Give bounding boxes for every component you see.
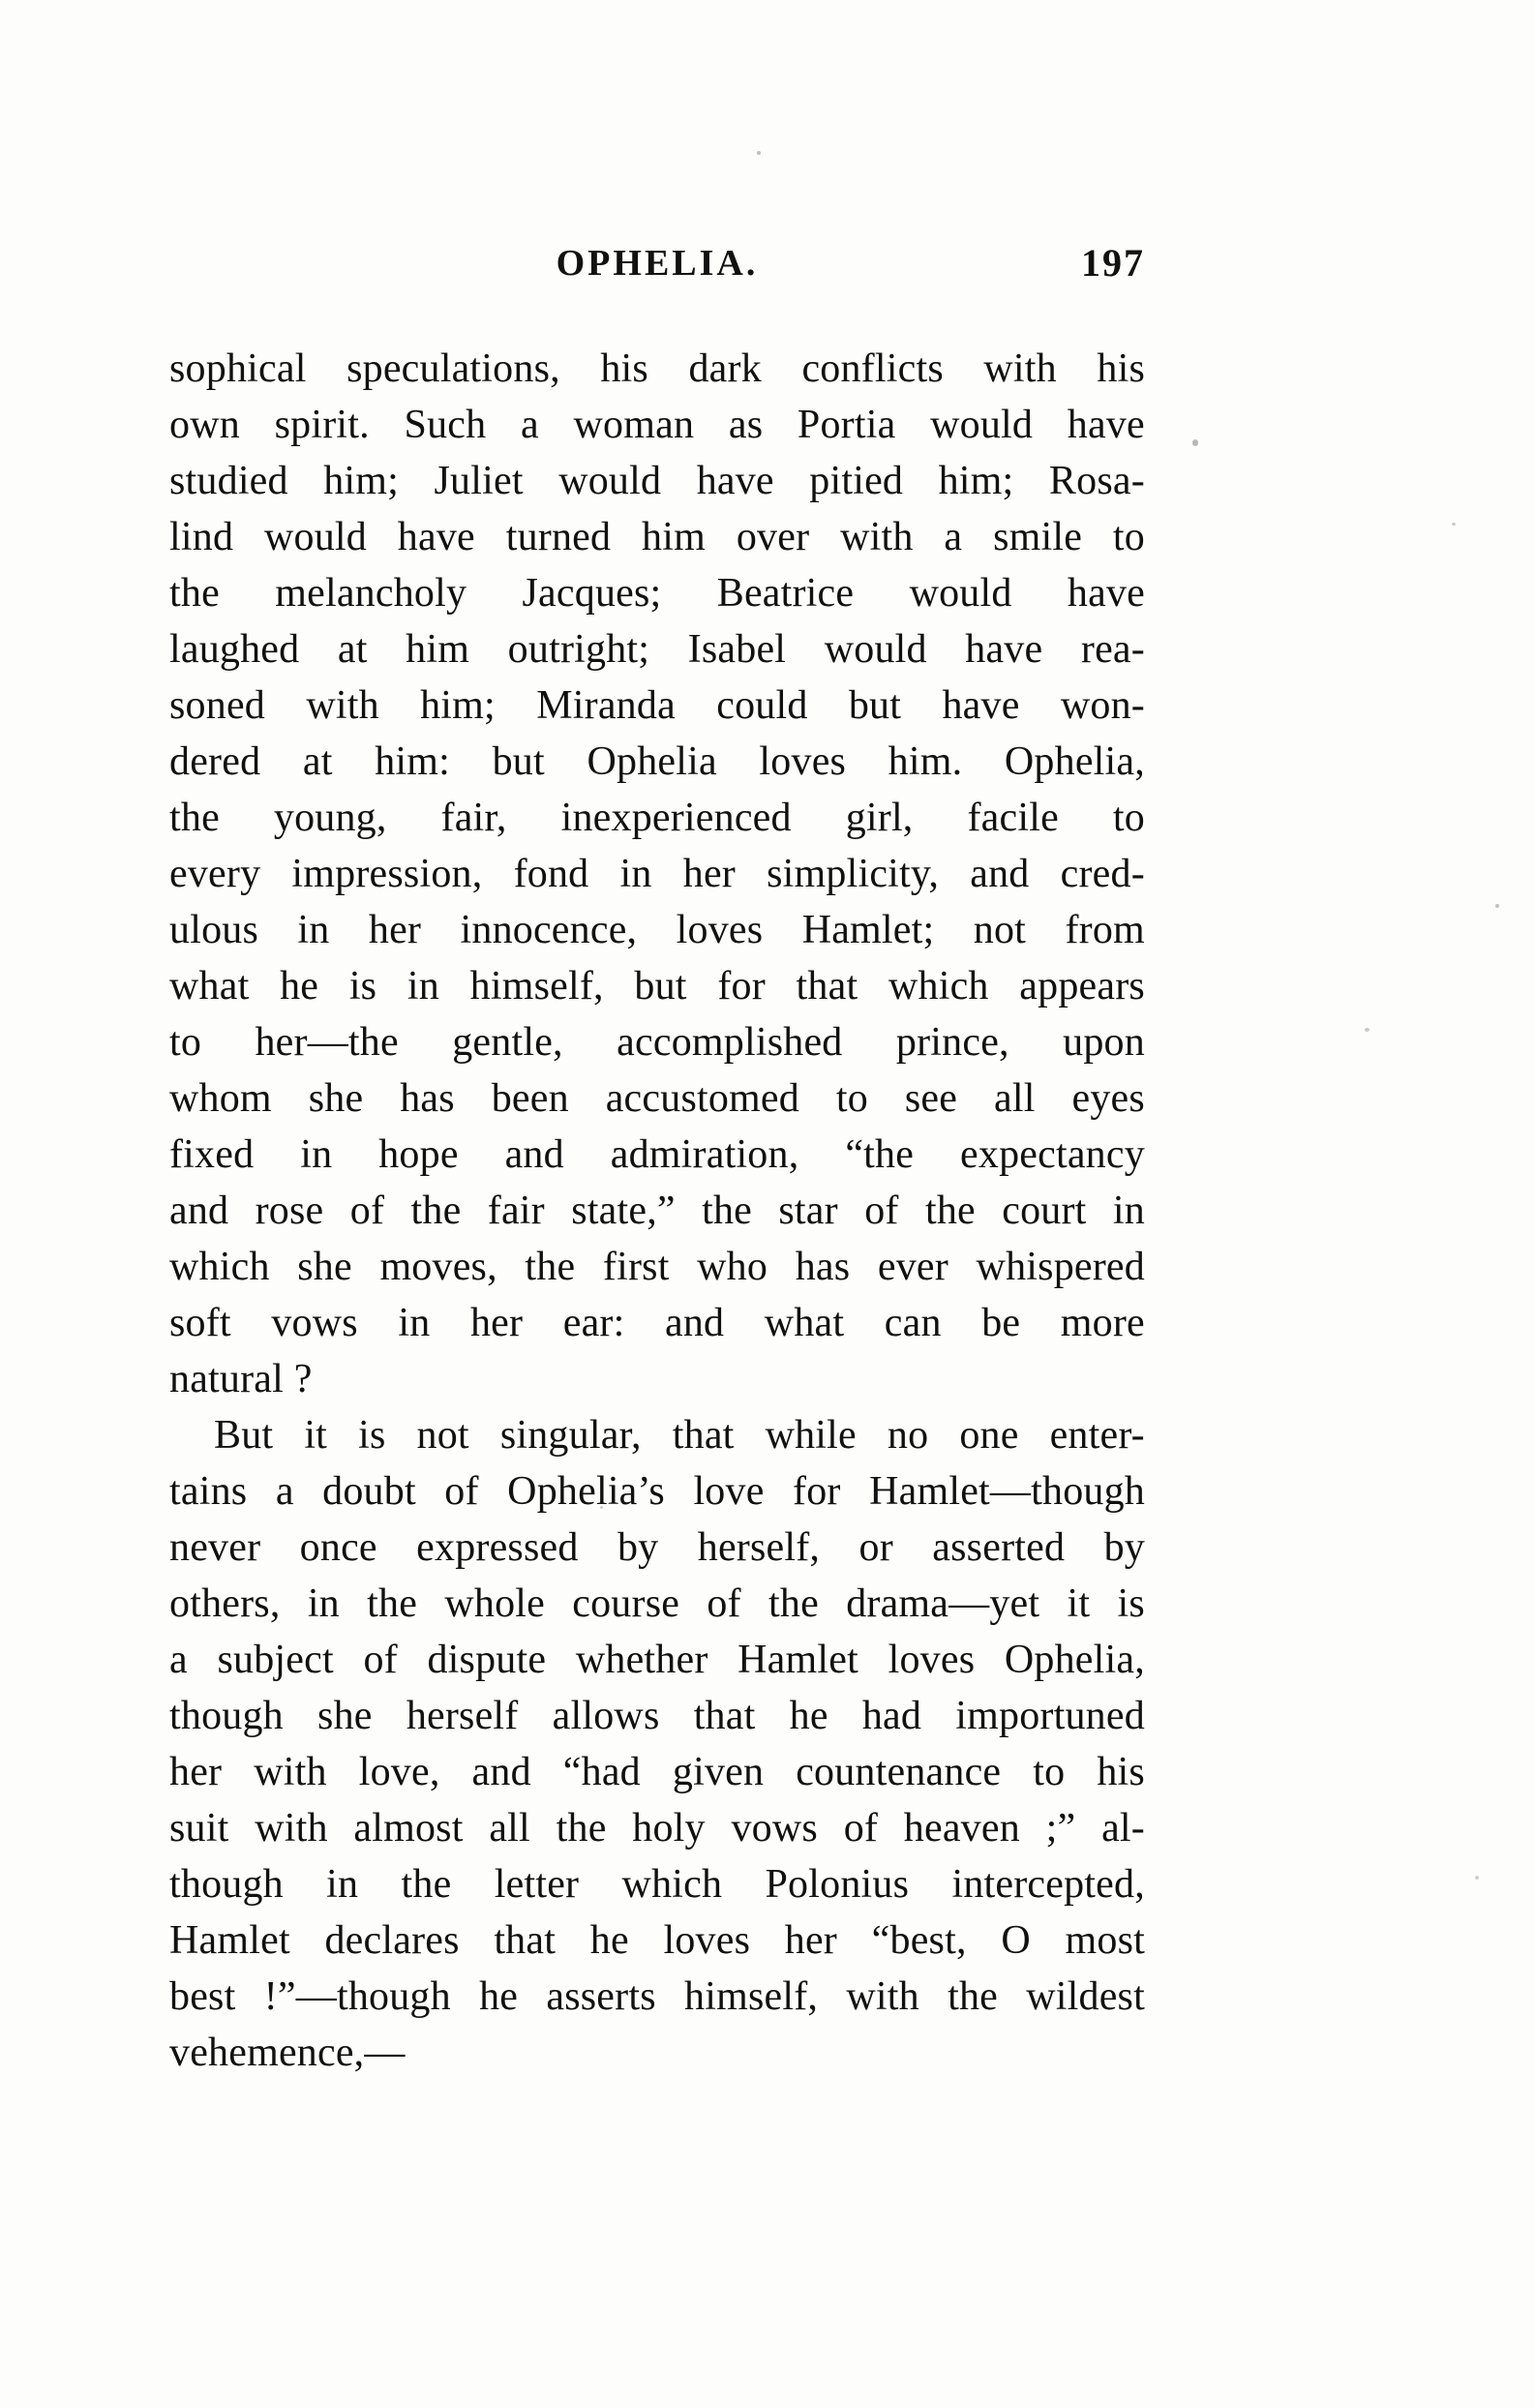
word: have xyxy=(1067,571,1145,616)
word: have xyxy=(696,459,774,503)
word: at xyxy=(337,627,368,672)
text-line xyxy=(169,341,1145,397)
word: his xyxy=(1097,346,1145,391)
word: Portia xyxy=(797,403,896,447)
text-line xyxy=(169,902,1145,958)
word: al- xyxy=(1101,1806,1145,1851)
word: fair, xyxy=(440,796,507,840)
word: but xyxy=(492,739,545,784)
word: see xyxy=(904,1076,958,1121)
word: pitied xyxy=(809,459,904,503)
word: Beatrice xyxy=(716,571,855,616)
word: in xyxy=(297,908,330,952)
word: have xyxy=(942,683,1020,728)
word: lind xyxy=(169,515,234,559)
text-line xyxy=(169,1856,1145,1912)
text-line xyxy=(169,958,1145,1014)
word: him; xyxy=(420,683,496,728)
word: of xyxy=(349,1189,385,1233)
word: in xyxy=(1112,1189,1145,1233)
word: but xyxy=(634,964,687,1008)
word: whom xyxy=(169,1076,272,1121)
word: laughed xyxy=(169,627,300,672)
word: love xyxy=(693,1469,765,1514)
scan-speck xyxy=(1475,1876,1479,1880)
text-line xyxy=(169,1295,1145,1351)
word: soned xyxy=(169,683,265,728)
word: Hamlet—though xyxy=(869,1469,1145,1514)
word: by xyxy=(617,1525,659,1570)
word: vows xyxy=(731,1806,818,1851)
word: would xyxy=(824,627,927,672)
word: in xyxy=(300,1132,333,1177)
word: to xyxy=(1033,1750,1066,1794)
word: Juliet xyxy=(434,459,524,503)
word: as xyxy=(728,403,764,447)
word: with xyxy=(255,1806,328,1851)
word: loves xyxy=(663,1918,751,1963)
running-title: OPHELIA. xyxy=(556,243,759,284)
word: drama—yet xyxy=(846,1581,1040,1626)
word: her xyxy=(784,1918,837,1963)
word: conflicts xyxy=(801,346,944,391)
word: girl, xyxy=(845,796,914,840)
word: with xyxy=(983,346,1057,391)
word: him; xyxy=(938,459,1014,503)
word: would xyxy=(263,515,367,559)
word: appears xyxy=(1019,964,1145,1008)
word: never xyxy=(169,1525,261,1570)
word: though xyxy=(169,1862,284,1907)
word: and xyxy=(970,852,1030,896)
word: in xyxy=(307,1581,340,1626)
word: of xyxy=(864,1189,899,1233)
word: intercepted, xyxy=(951,1862,1145,1907)
word: won- xyxy=(1060,683,1145,728)
word: him xyxy=(406,627,470,672)
word: though xyxy=(169,1694,284,1738)
word: which xyxy=(888,964,989,1008)
text-line xyxy=(169,1632,1145,1688)
text-line xyxy=(169,1688,1145,1744)
word: own xyxy=(169,403,240,447)
word: upon xyxy=(1063,1020,1145,1065)
word: prince, xyxy=(895,1020,1009,1065)
word: declares xyxy=(324,1918,460,1963)
word: course xyxy=(572,1581,680,1626)
word: Such xyxy=(404,403,487,447)
word: inexperienced xyxy=(560,796,792,840)
page-number: 197 xyxy=(1081,241,1145,285)
body-text xyxy=(169,341,1145,2081)
word: in xyxy=(326,1862,359,1907)
scan-speck xyxy=(1365,1028,1369,1032)
word: for xyxy=(717,964,766,1008)
text-line xyxy=(169,1127,1145,1183)
word: whole xyxy=(444,1581,545,1626)
word: has xyxy=(795,1245,851,1289)
word: him; xyxy=(323,459,400,503)
word: the xyxy=(401,1862,452,1907)
word: Hamlet xyxy=(737,1638,858,1682)
word: would xyxy=(930,403,1034,447)
word: a xyxy=(275,1469,294,1514)
word: wildest xyxy=(1026,1974,1145,2019)
word: doubt xyxy=(322,1469,416,1514)
word: which xyxy=(169,1245,270,1289)
word: vows xyxy=(271,1301,358,1345)
word: ;” xyxy=(1045,1806,1076,1851)
text-line xyxy=(169,1070,1145,1127)
word: court xyxy=(1002,1189,1087,1233)
word: eyes xyxy=(1071,1076,1145,1121)
word: he xyxy=(789,1694,828,1738)
word: have xyxy=(965,627,1043,672)
word: countenance xyxy=(796,1750,1002,1794)
word: with xyxy=(846,1974,919,2019)
word: the xyxy=(367,1581,418,1626)
word: ulous xyxy=(169,908,259,952)
word: is xyxy=(1117,1581,1145,1626)
word: outright; xyxy=(507,627,650,672)
word: himself, xyxy=(469,964,604,1008)
word: more xyxy=(1060,1301,1145,1345)
word: “best, xyxy=(871,1918,967,1963)
text-line xyxy=(169,1463,1145,1520)
word: and xyxy=(665,1301,725,1345)
word: facile xyxy=(967,796,1059,840)
word: studied xyxy=(169,459,288,503)
word: moves, xyxy=(379,1245,497,1289)
word: suit xyxy=(169,1806,229,1851)
word: he xyxy=(479,1974,519,2019)
word: his xyxy=(600,346,648,391)
text-line xyxy=(169,1407,1145,1463)
word: of xyxy=(707,1581,741,1626)
word: “the xyxy=(845,1132,915,1177)
text-line xyxy=(169,1014,1145,1070)
word: expectancy xyxy=(960,1132,1145,1177)
word: fond xyxy=(513,852,589,896)
word: whether xyxy=(575,1638,708,1682)
word: that xyxy=(796,964,858,1008)
word: that xyxy=(672,1413,735,1458)
word: rose xyxy=(255,1189,324,1233)
word: rea- xyxy=(1080,627,1145,672)
word: to xyxy=(169,1020,202,1065)
word: melancholy xyxy=(275,571,467,616)
text-line xyxy=(169,1239,1145,1295)
word: holy xyxy=(632,1806,706,1851)
word: loves xyxy=(759,739,847,784)
word: loves xyxy=(676,908,764,952)
word: herself, xyxy=(697,1525,821,1570)
word: in xyxy=(619,852,652,896)
word: she xyxy=(308,1076,364,1121)
word: fair xyxy=(487,1189,545,1233)
word: that xyxy=(693,1694,756,1738)
scan-speck xyxy=(1495,904,1499,908)
word: O xyxy=(1001,1918,1031,1963)
word: given xyxy=(672,1750,765,1794)
word: heaven xyxy=(903,1806,1020,1851)
word: Polonius xyxy=(765,1862,910,1907)
word: her xyxy=(682,852,736,896)
word: Isabel xyxy=(687,627,787,672)
word: her xyxy=(169,1750,223,1794)
word: Rosa- xyxy=(1048,459,1145,503)
word: the xyxy=(410,1189,462,1233)
word: in xyxy=(398,1301,431,1345)
word: Ophelia, xyxy=(1004,1638,1145,1682)
text-line xyxy=(169,790,1145,846)
word: all xyxy=(489,1806,530,1851)
word: at xyxy=(302,739,333,784)
word: have xyxy=(1067,403,1145,447)
word: asserted xyxy=(932,1525,1066,1570)
word: for xyxy=(793,1469,841,1514)
word: the xyxy=(924,1189,976,1233)
word: Ophelia’s xyxy=(507,1469,665,1514)
scan-speck xyxy=(1192,439,1198,446)
word: what xyxy=(169,964,250,1008)
word: himself, xyxy=(684,1974,819,2019)
word: soft xyxy=(169,1301,231,1345)
word: smile xyxy=(993,515,1083,559)
word: would xyxy=(558,459,662,503)
word: he xyxy=(589,1918,629,1963)
word: of xyxy=(843,1806,879,1851)
word: simplicity, xyxy=(767,852,940,896)
text-line xyxy=(169,677,1145,734)
word: first xyxy=(602,1245,670,1289)
word: gentle, xyxy=(452,1020,563,1065)
word: with xyxy=(840,515,914,559)
word: speculations, xyxy=(346,346,560,391)
word: have xyxy=(397,515,475,559)
word: her xyxy=(469,1301,524,1345)
word: him: xyxy=(375,739,450,784)
word: others, xyxy=(169,1581,281,1626)
word: hope xyxy=(378,1132,459,1177)
word: she xyxy=(297,1245,352,1289)
text-line xyxy=(169,1912,1145,1969)
word: expressed xyxy=(416,1525,579,1570)
word: allows xyxy=(552,1694,660,1738)
word: what xyxy=(764,1301,845,1345)
word: with xyxy=(306,683,379,728)
word: and xyxy=(169,1189,229,1233)
word: no xyxy=(887,1413,929,1458)
word: been xyxy=(491,1076,569,1121)
word: Ophelia, xyxy=(1004,739,1145,784)
word: by xyxy=(1103,1525,1145,1570)
word: to xyxy=(1112,796,1145,840)
word: of xyxy=(363,1638,398,1682)
word: ear: xyxy=(562,1301,625,1345)
text-line xyxy=(169,1969,1145,2025)
word: in xyxy=(406,964,439,1008)
word: that xyxy=(494,1918,557,1963)
word: while xyxy=(765,1413,857,1458)
word: which xyxy=(621,1862,723,1907)
word: the xyxy=(768,1581,819,1626)
word: and xyxy=(471,1750,531,1794)
word: the xyxy=(948,1974,998,2019)
word: be xyxy=(981,1301,1021,1345)
text-line xyxy=(169,621,1145,677)
word: spirit. xyxy=(274,403,370,447)
word: dark xyxy=(688,346,762,391)
word: Jacques; xyxy=(522,571,662,616)
word: would xyxy=(909,571,1012,616)
word: tains xyxy=(169,1469,248,1514)
word: not xyxy=(416,1413,469,1458)
word: subject xyxy=(217,1638,334,1682)
word: him xyxy=(642,515,706,559)
text-line xyxy=(169,509,1145,565)
word: loves xyxy=(888,1638,976,1682)
word: star xyxy=(778,1189,838,1233)
word: cred- xyxy=(1060,852,1145,896)
word: asserts xyxy=(546,1974,656,2019)
word: the xyxy=(525,1245,576,1289)
word: a xyxy=(521,403,539,447)
word: letter xyxy=(494,1862,580,1907)
word: singular, xyxy=(499,1413,642,1458)
word: or xyxy=(858,1525,893,1570)
word: love, xyxy=(358,1750,440,1794)
word: to xyxy=(835,1076,868,1121)
word: dered xyxy=(169,739,261,784)
word: every xyxy=(169,852,261,896)
scan-speck xyxy=(1452,523,1456,526)
text-line xyxy=(169,734,1145,790)
word: the xyxy=(169,796,220,840)
word: one xyxy=(959,1413,1019,1458)
word: whispered xyxy=(976,1245,1145,1289)
word: he xyxy=(280,964,319,1008)
word: has xyxy=(400,1076,455,1121)
word: him. xyxy=(888,739,963,784)
word: “had xyxy=(562,1750,641,1794)
word: accomplished xyxy=(617,1020,843,1065)
word: it xyxy=(1067,1581,1091,1626)
text-line xyxy=(169,1183,1145,1239)
word: Hamlet xyxy=(169,1918,290,1963)
word: can xyxy=(884,1301,942,1345)
word: innocence, xyxy=(460,908,638,952)
word: enter- xyxy=(1049,1413,1145,1458)
word: accustomed xyxy=(605,1076,799,1121)
word: a xyxy=(169,1638,188,1682)
word: her—the xyxy=(255,1020,399,1065)
word: not xyxy=(973,908,1027,952)
word: and xyxy=(504,1132,564,1177)
word: Hamlet; xyxy=(801,908,935,952)
word: the xyxy=(556,1806,607,1851)
text-line xyxy=(169,565,1145,621)
word: once xyxy=(299,1525,377,1570)
word: impression, xyxy=(291,852,483,896)
text-line xyxy=(169,397,1145,453)
word: is xyxy=(348,964,377,1008)
word: dispute xyxy=(427,1638,547,1682)
page-header xyxy=(169,242,1145,288)
word: had xyxy=(861,1694,922,1738)
word: Ophelia xyxy=(587,739,717,784)
word: turned xyxy=(505,515,612,559)
text-line xyxy=(169,846,1145,902)
text-line xyxy=(169,1800,1145,1856)
text-line xyxy=(169,1520,1145,1576)
text-line xyxy=(169,1744,1145,1800)
word: admiration, xyxy=(610,1132,799,1177)
word: she xyxy=(317,1694,373,1738)
scan-speck xyxy=(757,151,761,155)
word: the xyxy=(702,1189,753,1233)
word: Miranda xyxy=(536,683,676,728)
word: his xyxy=(1097,1750,1145,1794)
word: but xyxy=(848,683,902,728)
word: fixed xyxy=(169,1132,255,1177)
word: best xyxy=(169,1974,236,2019)
scan-speck xyxy=(600,1506,603,1509)
word: it xyxy=(304,1413,328,1458)
word: state,” xyxy=(571,1189,676,1233)
text-line: natural ? xyxy=(169,1357,313,1401)
word: young, xyxy=(273,796,387,840)
word: !”—though xyxy=(263,1974,451,2019)
word: could xyxy=(716,683,808,728)
word: most xyxy=(1065,1918,1145,1963)
word: over xyxy=(736,515,810,559)
word: to xyxy=(1112,515,1145,559)
word: of xyxy=(444,1469,479,1514)
word: is xyxy=(358,1413,386,1458)
word: her xyxy=(368,908,422,952)
word: all xyxy=(994,1076,1036,1121)
word: sophical xyxy=(169,346,307,391)
word: ever xyxy=(877,1245,948,1289)
word: a xyxy=(944,515,963,559)
word: who xyxy=(697,1245,768,1289)
word: herself xyxy=(406,1694,519,1738)
word: with xyxy=(254,1750,327,1794)
word: woman xyxy=(573,403,695,447)
word: almost xyxy=(353,1806,464,1851)
text-line: vehemence,— xyxy=(169,2031,406,2075)
word: importuned xyxy=(955,1694,1145,1738)
text-line xyxy=(169,1576,1145,1632)
word: the xyxy=(169,571,220,616)
word: But xyxy=(214,1413,274,1458)
text-line xyxy=(169,453,1145,509)
word: from xyxy=(1065,908,1145,952)
